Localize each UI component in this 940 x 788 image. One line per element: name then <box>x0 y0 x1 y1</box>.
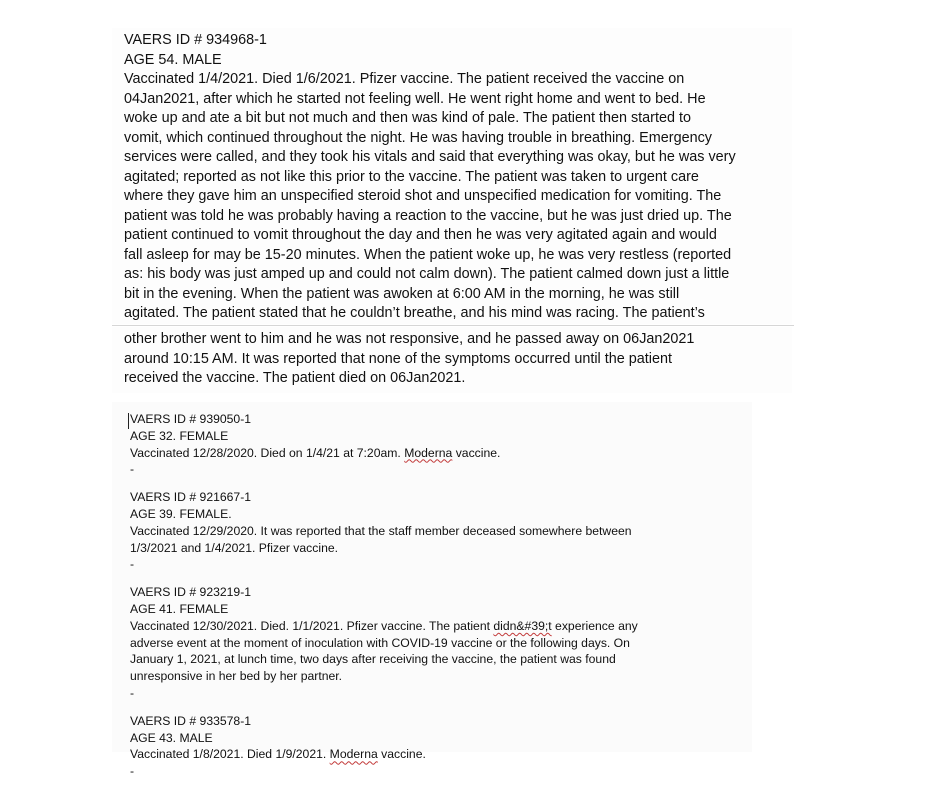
record-line: Vaccinated 12/28/2020. Died on 1/4/21 at 7:20am. Moderna vaccine. <box>130 445 501 460</box>
record-separator: - <box>130 764 135 779</box>
record-separator: - <box>130 462 135 477</box>
page-divider <box>112 325 794 326</box>
record-age: AGE 32. FEMALE <box>130 428 229 443</box>
record-id: VAERS ID # 939050-1 <box>130 412 252 426</box>
record-continued-text <box>124 330 788 389</box>
record-id: VAERS ID # 934968-1 <box>124 32 267 48</box>
record-line: bit in the evening. When the patient was awoken at 6:00 AM in the morning, he was still <box>124 285 680 302</box>
records-list[interactable] <box>130 411 750 780</box>
record-line: Vaccinated 12/30/2021. Died. 1/1/2021. Pfizer vaccine. The patient didn&#39;t experience any <box>130 618 638 633</box>
record-id: VAERS ID # 921667-1 <box>130 490 252 505</box>
record-line: patient continued to vomit throughout the day and then he was very agitated again and would <box>124 227 717 243</box>
spellcheck-flagged-word[interactable]: didn&#39;t <box>493 618 552 633</box>
record-line: woke up and ate a bit but not much and then was kind of pale. The patient then started to <box>124 110 691 126</box>
record-line: where they gave him an unspecified steroid shot and unspecified medication for vomiting. The <box>124 188 722 204</box>
record-id: VAERS ID # 923219-1 <box>130 585 252 600</box>
spellcheck-flagged-word[interactable]: Moderna <box>404 445 453 460</box>
report-excerpt-lower <box>112 402 752 779</box>
report-excerpt-upper <box>112 28 792 324</box>
record-line: Vaccinated 12/29/2020. It was reported that the staff member deceased somewhere between <box>130 523 632 538</box>
record-line: unresponsive in her bed by her partner. <box>130 669 343 684</box>
record-line: 1/3/2021 and 1/4/2021. Pfizer vaccine. <box>130 540 339 555</box>
spellcheck-flagged-word[interactable]: Moderna <box>329 747 378 762</box>
record-line: adverse event at the moment of inoculation with COVID-19 vaccine or the following days. On <box>130 635 630 650</box>
record-line: January 1, 2021, at lunch time, two days after receiving the vaccine, the patient was found <box>130 652 616 667</box>
record-line: fall asleep for may be 15-20 minutes. When the patient woke up, he was very restless (reported <box>124 246 732 263</box>
record-line: patient was told he was probably having a reaction to the vaccine, but he was just dried up. The <box>124 207 732 224</box>
record-line: agitated. The patient stated that he couldn’t breathe, and his mind was racing. The patient’s <box>124 305 705 321</box>
record-line: Vaccinated 1/4/2021. Died 1/6/2021. Pfizer vaccine. The patient received the vaccine on <box>124 71 685 87</box>
record-954968-text <box>124 31 788 324</box>
record-line: services were called, and they took his vitals and said that everything was okay, but he was very <box>124 149 736 165</box>
record-separator: - <box>130 557 135 572</box>
text-cursor <box>128 413 129 429</box>
record-line: vomit, which continued throughout the night. He was having trouble in breathing. Emergency <box>124 129 712 146</box>
record-age: AGE 43. MALE <box>130 730 213 745</box>
record-line: other brother went to him and he was not responsive, and he passed away on 06Jan2021 <box>124 331 695 347</box>
record-age: AGE 54. MALE <box>124 51 222 68</box>
record-line: around 10:15 AM. It was reported that none of the symptoms occurred until the patient <box>124 350 672 367</box>
record-line: as: his body was just amped up and could not calm down). The patient calmed down just a little <box>124 266 730 282</box>
record-id: VAERS ID # 933578-1 <box>130 713 252 728</box>
record-separator: - <box>130 685 135 700</box>
report-excerpt-continued <box>112 327 792 393</box>
record-line: Vaccinated 1/8/2021. Died 1/9/2021. Moderna vaccine. <box>130 747 426 762</box>
record-age: AGE 41. FEMALE <box>130 601 229 616</box>
record-line: 04Jan2021, after which he started not feeling well. He went right home and went to bed. He <box>124 90 706 107</box>
record-line: received the vaccine. The patient died on 06Jan2021. <box>124 370 466 386</box>
record-age: AGE 39. FEMALE. <box>130 506 232 521</box>
record-line: agitated; reported as not like this prior to the vaccine. The patient was taken to urgent care <box>124 168 699 185</box>
